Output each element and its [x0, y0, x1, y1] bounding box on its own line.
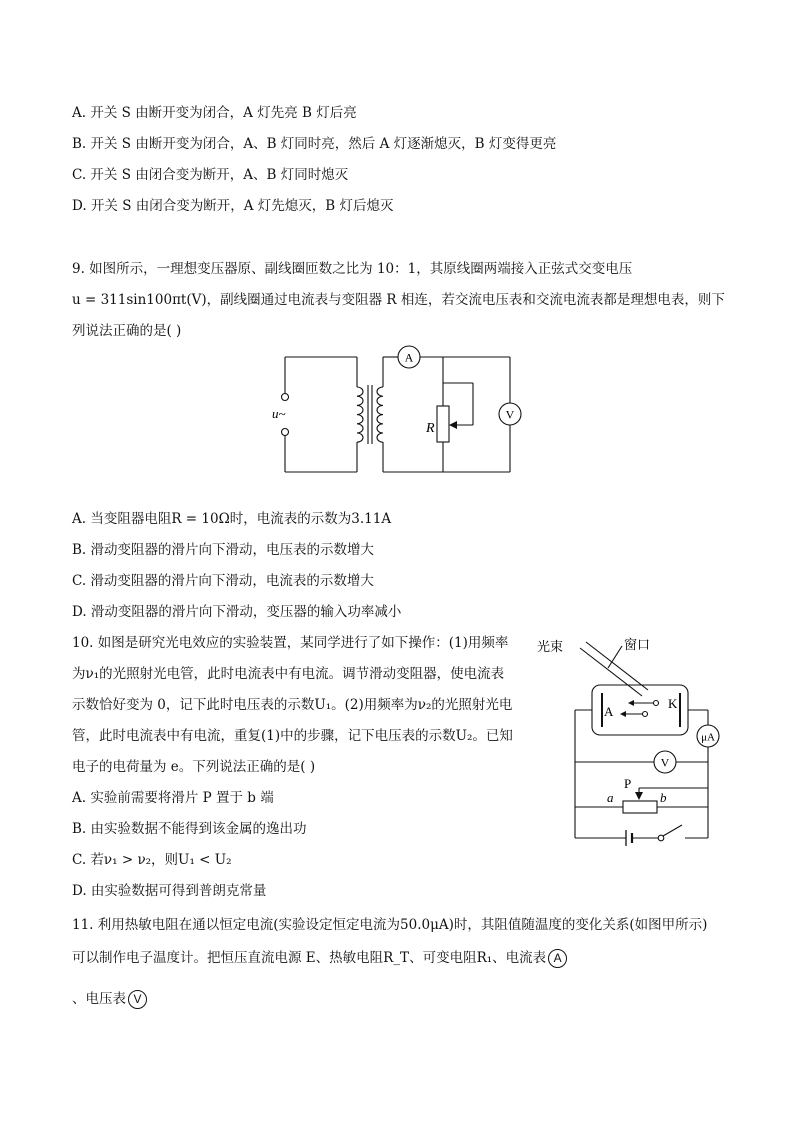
- q11-stem-line-1: 11. 利用热敏电阻在通以恒定电流(实验设定恒定电流为50.0μA)时，其阻值随温度的变化关系(如图甲所示): [72, 917, 708, 933]
- q9-option-c: C. 滑动变阻器的滑片向下滑动，电流表的示数增大: [72, 573, 374, 589]
- q10-option-b: B. 由实验数据不能得到该金属的逸出功: [72, 821, 307, 837]
- q8-option-b: B. 开关 S 由断开变为闭合，A、B 灯同时亮，然后 A 灯逐渐熄灭，B 灯变得更亮: [72, 136, 557, 152]
- window-label: 窗口: [624, 637, 651, 652]
- q9-stem-line-1: 9. 如图所示，一理想变压器原、副线圈匝数之比为 10：1，其原线圈两端接入正弦式交变电压: [72, 261, 633, 277]
- resistor-label: R: [426, 421, 435, 436]
- ammeter-label: A: [404, 350, 414, 365]
- q9-option-d: D. 滑动变阻器的滑片向下滑动，变压器的输入功率减小: [72, 604, 402, 620]
- slider-p-label: P: [624, 776, 632, 791]
- q8-option-d: D. 开关 S 由闭合变为断开，A 灯先熄灭，B 灯后熄灭: [72, 198, 394, 214]
- microammeter-label: μA: [701, 731, 715, 744]
- q10-photoelectric-apparatus-diagram: [530, 630, 730, 850]
- voltmeter-label: V: [660, 755, 670, 770]
- q9-option-a: A. 当变阻器电阻R = 10Ω时，电流表的示数为3.11A: [72, 511, 392, 527]
- q10-option-d: D. 由实验数据可得到普朗克常量: [72, 883, 267, 899]
- end-a-label: a: [607, 790, 614, 805]
- source-label: u~: [272, 406, 286, 421]
- q9-transformer-circuit-diagram: [262, 345, 532, 480]
- q10-option-a: A. 实验前需要将滑片 P 置于 b 端: [72, 790, 274, 806]
- q11-stem-line-3: [72, 990, 147, 1009]
- voltmeter-symbol-icon: V: [128, 990, 147, 1009]
- q10-stem-line-2: 为ν₁的光照射光电管，此时电流表中有电流。调节滑动变阻器，使电流表: [72, 666, 505, 682]
- q10-stem-line-4: 管，此时电流表中有电流，重复(1)中的步骤，记下电压表的示数U₂。已知: [72, 728, 513, 744]
- switch-icon: [658, 835, 664, 841]
- anode-label: A: [604, 704, 614, 719]
- q9-stem-line-3: 列说法正确的是( ): [72, 323, 182, 339]
- light-beam-label: 光束: [537, 639, 564, 654]
- q10-option-c: C. 若ν₁ > ν₂，则U₁ < U₂: [72, 852, 232, 868]
- q8-option-c: C. 开关 S 由闭合变为断开，A、B 灯同时熄灭: [72, 167, 349, 183]
- cathode-label: K: [668, 696, 678, 711]
- q10-stem-line-5: 电子的电荷量为 e。下列说法正确的是( ): [72, 759, 316, 775]
- rheostat-icon: [623, 801, 657, 813]
- q10-stem-line-3: 示数恰好变为 0，记下此时电压表的示数U₁。(2)用频率为ν₂的光照射光电: [72, 697, 513, 713]
- q11-stem-line-3-text: 、电压表: [72, 991, 126, 1007]
- q11-stem-line-2: [72, 949, 567, 968]
- q9-stem-line-2: u = 311sin100πt(V)，副线圈通过电流表与变阻器 R 相连，若交流电压表和交流电流表都是理想电表，则下: [72, 292, 725, 308]
- ammeter-symbol-icon: A: [548, 949, 567, 968]
- variable-resistor-icon: [437, 406, 449, 442]
- q10-stem-line-1: 10. 如图是研究光电效应的实验装置，某同学进行了如下操作：(1)用频率: [72, 635, 509, 651]
- end-b-label: b: [660, 790, 667, 805]
- q9-option-b: B. 滑动变阻器的滑片向下滑动，电压表的示数增大: [72, 542, 375, 558]
- q11-stem-line-2-text: 可以制作电子温度计。把恒压直流电源 E、热敏电阻R_T、可变电阻R₁、电流表: [72, 950, 547, 966]
- q8-option-a: A. 开关 S 由断开变为闭合，A 灯先亮 B 灯后亮: [72, 105, 357, 121]
- voltmeter-label: V: [505, 407, 515, 422]
